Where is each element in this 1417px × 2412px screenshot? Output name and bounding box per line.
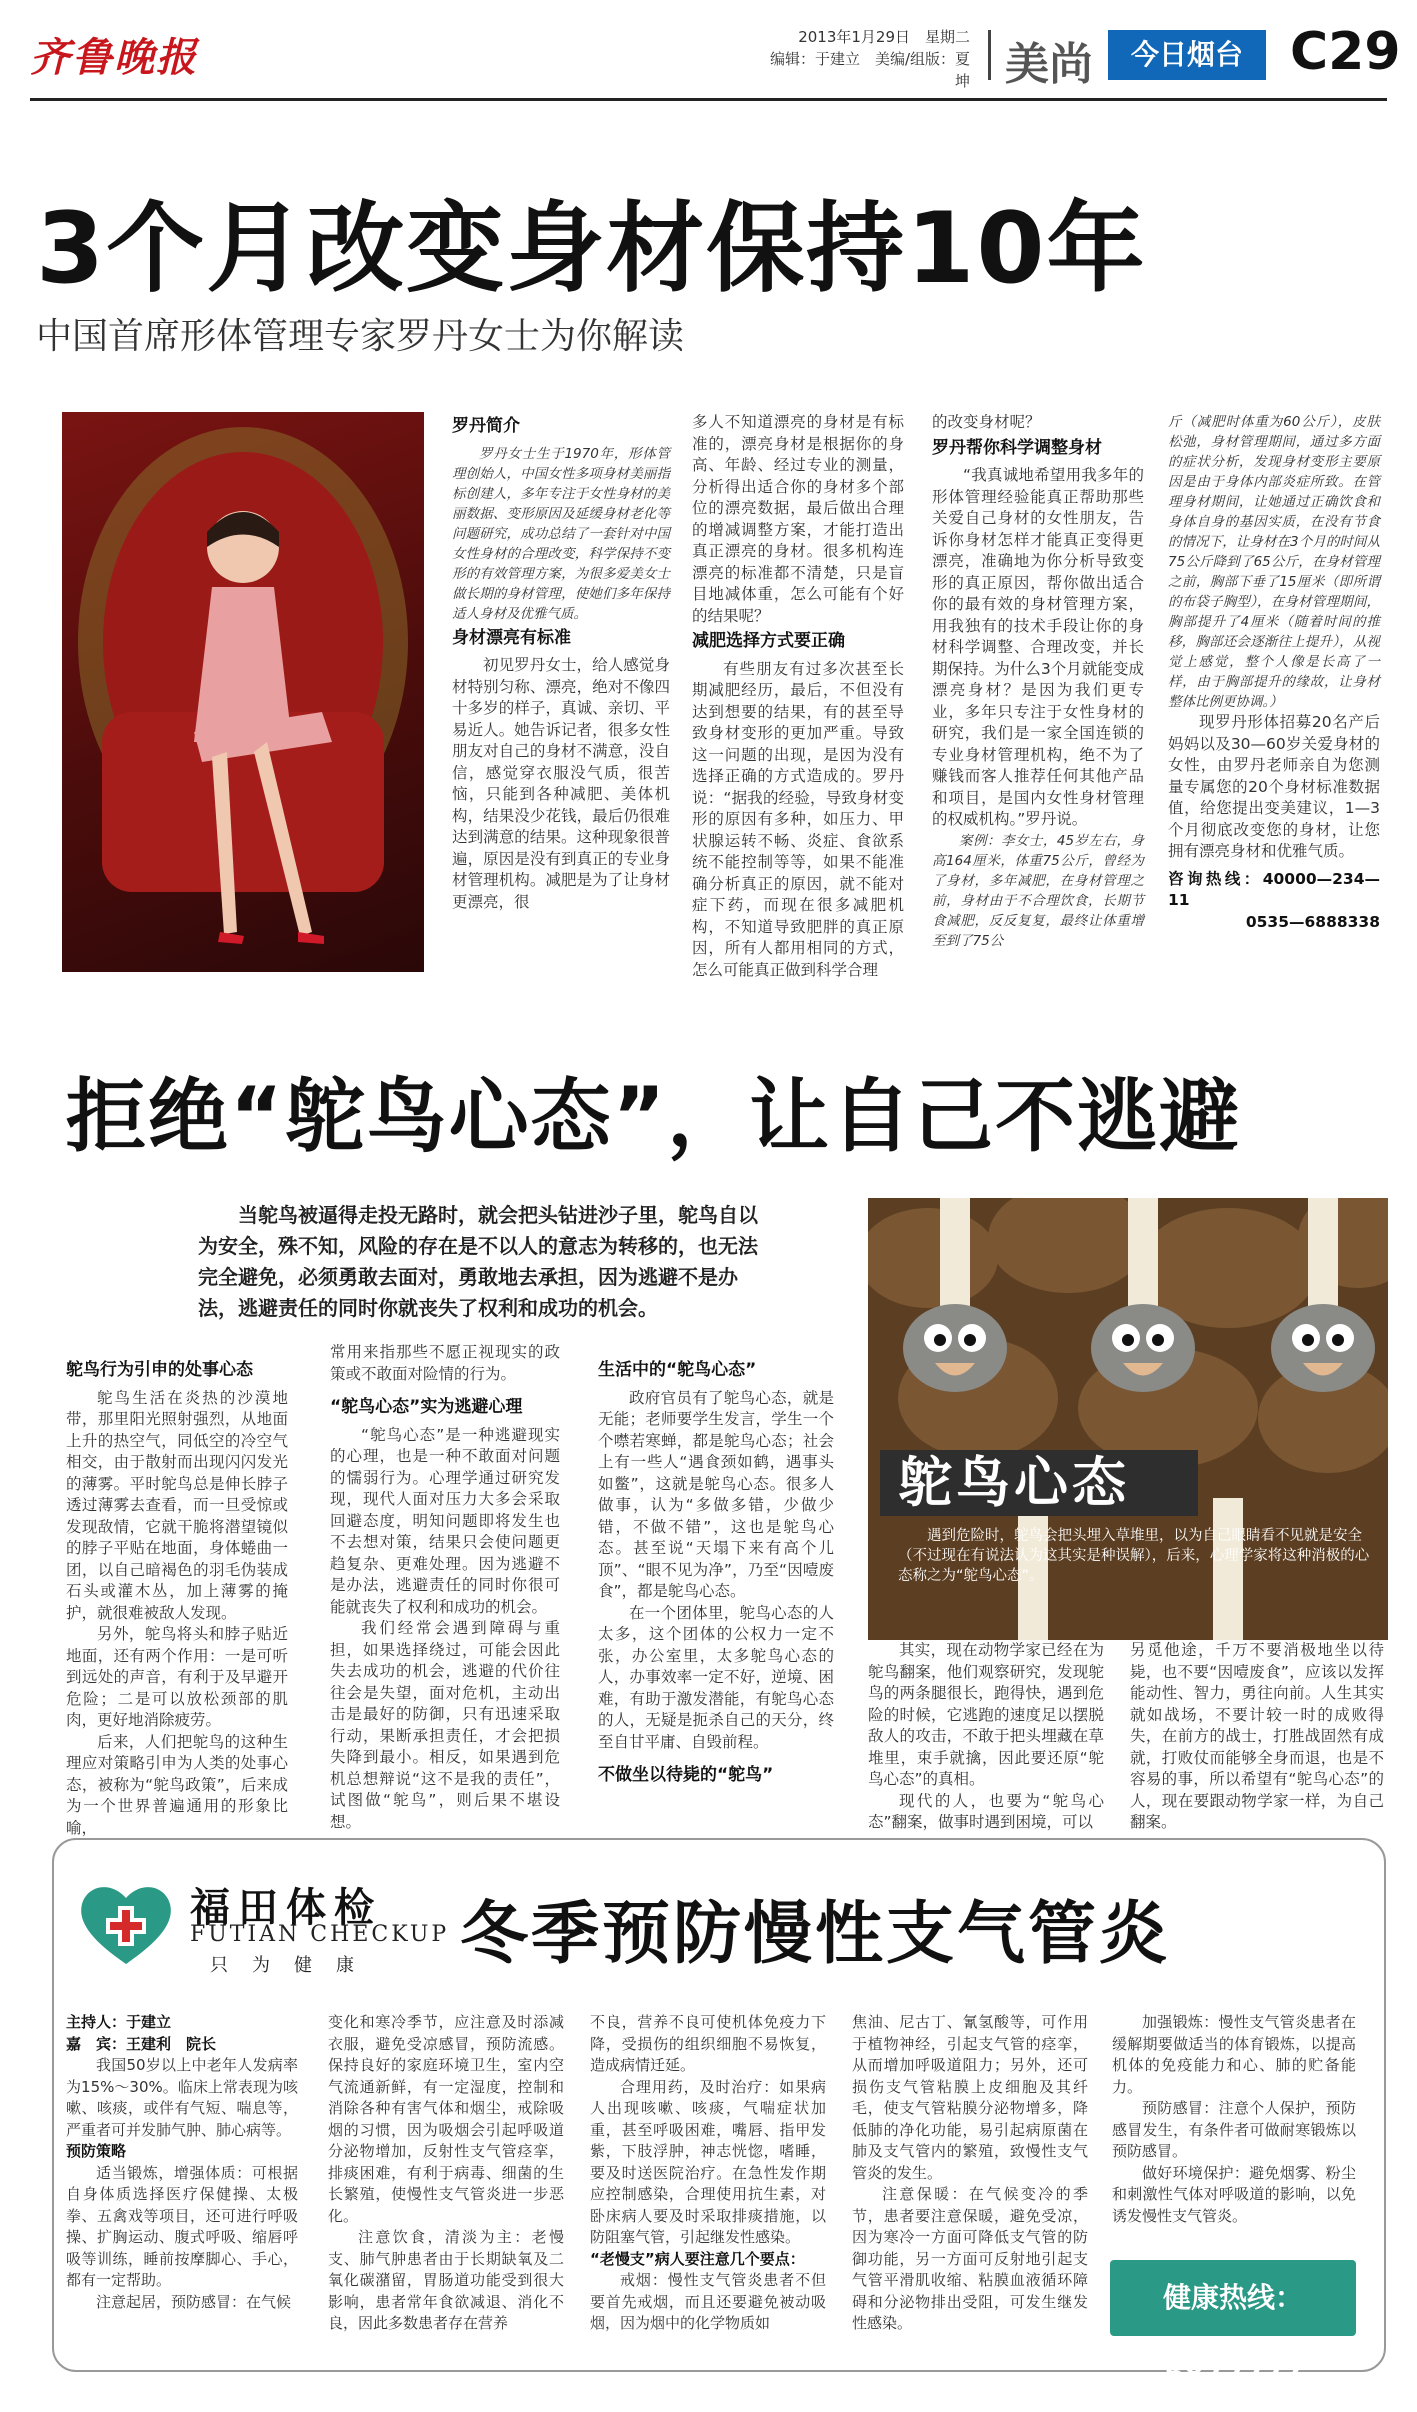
ad-col2 bbox=[328, 2012, 564, 2335]
issue-meta bbox=[760, 26, 970, 92]
paragraph: 合理用药，及时治疗：如果病人出现咳嗽、咳痰，气喘症状加重，甚至呼吸困难，嘴唇、指甲发紫，下肢浮肿，神志恍惚，嗜睡，要及时送医院治疗。在急性发作期应控制感染，合理使用抗生素，对卧床病人要及时采取排痰措施，以防阻塞气管，引起继发性感染。 bbox=[590, 2077, 826, 2246]
paragraph: 注意保暖：在气候变冷的季节，患者要注意保暖，避免受凉，因为寒冷一方面可降低支气管的防御功能，另一方面可反射地引起支气管平滑肌收缩、粘膜血液循环障碍和分泌物排出受阻，可发生继发性感染。 bbox=[852, 2185, 1088, 2332]
brand-name-cn: 福田体检 bbox=[190, 1885, 382, 1931]
header-divider bbox=[988, 30, 991, 80]
header-rule bbox=[30, 98, 1387, 101]
article2-col5 bbox=[1130, 1640, 1384, 1834]
masthead-logo: 齐鲁晚报 bbox=[30, 34, 198, 81]
portrait-illustration bbox=[62, 412, 424, 972]
paragraph: 不良，营养不良可使机体免疫力下降，受损伤的组织细胞不易恢复，造成病情迁延。 bbox=[590, 2013, 826, 2074]
paragraph: 变化和寒冷季节，应注意及时添减衣服，避免受凉感冒，预防流感。保持良好的家庭环境卫生，室内空气流通新鲜，有一定湿度，控制和消除各种有害气体和烟尘，戒除吸烟的习惯，因为吸烟会引起呼吸道分泌物增加，反射性支气管痉挛，排痰困难，有利于病毒、细菌的生长繁殖，使慢性支气管炎进一步恶化。 bbox=[328, 2013, 564, 2225]
edition-badge: 今日烟台 bbox=[1108, 30, 1266, 80]
subhead-escape: “鸵鸟心态”实为逃避心理 bbox=[330, 1397, 523, 1417]
article1-col2 bbox=[692, 412, 904, 981]
paragraph: 戒烟：慢性支气管炎患者不但要首先戒烟，而且还要避免被动吸烟，因为烟中的化学物质如 bbox=[590, 2271, 826, 2332]
brand-name-en: FUTIAN CHECKUP bbox=[190, 1922, 450, 1947]
case-paragraph-cont: 斤（减肥时体重为60公斤），皮肤松弛，身材管理期间，通过多方面的症状分析，发现身材变形主要原因是由于身体内部炎症所致。在管理身材期间，让她通过正确饮食和身体自身的基因实质，在没有节食的情况下，让身材在3个月的时间从75公斤降到了65公斤，在身材管理之前，胸部下垂了15厘米（即所谓的布袋子胸型），在身材管理期间，胸部提升了4厘米（随着时间的推移，胸部还会逐渐往上提升），从视觉上感觉，整个人像是长高了一样，由于胸部提升的缘故，让身材整体比例更协调。） bbox=[1168, 414, 1380, 710]
editors-line: 编辑：于建立 美编/组版：夏坤 bbox=[769, 50, 970, 90]
ad-col4 bbox=[852, 2012, 1088, 2335]
guest-line: 嘉 宾：王建利 院长 bbox=[66, 2034, 217, 2053]
subhead-help: 罗丹帮你科学调整身材 bbox=[932, 437, 1102, 458]
paragraph: 注意饮食，清淡为主：老慢支、肺气肿患者由于长期缺氧及二氧化碳潴留，胃肠道功能受到很大影响，患者常年食欲减退、消化不良，因此多数患者存在营养 bbox=[328, 2228, 564, 2332]
article2-lead: 当鸵鸟被逼得走投无路时，就会把头钻进沙子里，鸵鸟自以为安全，殊不知，风险的存在是不以人的意志为转移的，也无法完全避免，必须勇敢去面对，勇敢地去承担，因为逃避不是办法，逃避责任的同时你就丧失了权利和成功的机会。 bbox=[198, 1203, 758, 1320]
subhead-behavior: 鸵鸟行为引申的处事心态 bbox=[66, 1360, 253, 1380]
paragraph: 做好环境保护：避免烟雾、粉尘和刺激性气体对呼吸道的影响，以免诱发慢性支气管炎。 bbox=[1112, 2163, 1356, 2225]
article1-col3 bbox=[932, 412, 1144, 951]
article2-headline: 拒绝“鸵鸟心态”，让自己不逃避 bbox=[66, 1070, 1242, 1163]
ostrich-image-title: 鸵鸟心态 bbox=[880, 1450, 1198, 1516]
subhead-life: 生活中的“鸵鸟心态” bbox=[598, 1360, 757, 1380]
host-line: 主持人：于建立 bbox=[66, 2013, 172, 2031]
section-name: 美尚 bbox=[1005, 39, 1093, 90]
subhead-key-points: “老慢支”病人要注意几个要点： bbox=[590, 2249, 805, 2268]
article1-subheadline: 中国首席形体管理专家罗丹女士为你解读 bbox=[36, 316, 685, 357]
article2-col1 bbox=[66, 1356, 288, 1839]
paragraph: 焦油、尼古丁、氰氢酸等，可作用于植物神经，引起支气管的痉挛，从而增加呼吸道阻力；另外，还可损伤支气管粘膜上皮细胞及其纤毛，使支气管粘膜分泌物增多，降低肺的净化功能，易引起病原菌在肺及支气管内的繁殖，致慢性支气管炎的发生。 bbox=[852, 2013, 1088, 2182]
intro-paragraph: 罗丹女士生于1970年，形体管理创始人，中国女性多项身材美丽指标创建人，多年专注于女性身材的美丽数据、变形原因及延缓身材老化等问题研究，成功总结了一套针对中国女性身材的合理改变，科学保持不变形的有效管理方案，为很多爱美女士做长期的身材管理，使她们多年保持适人身材及优雅气质。 bbox=[452, 445, 670, 622]
consult-hotline bbox=[1168, 869, 1380, 912]
case-paragraph: 案例：李女士，45岁左右，身高164厘米，体重75公斤，曾经为了身材，多年减肥，在身材管理之前，身材由于不合理饮食，长期节食减肥，反反复复，最终让体重增至到了75公 bbox=[932, 832, 1144, 949]
subhead-method: 减肥选择方式要正确 bbox=[692, 631, 845, 651]
article1-col4 bbox=[1168, 412, 1380, 933]
paragraph: 适当锻炼，增强体质：可根据自身体质选择医疗保健操、太极拳、五禽戏等项目，还可进行呼吸操、扩胸运动、腹式呼吸、缩唇呼吸等训练，睡前按摩脚心、手心，都有一定帮助。 bbox=[66, 2163, 298, 2289]
paragraph: 有些朋友有过多次甚至长期减肥经历，最后，不但没有达到想要的结果，有的甚至导致身材变形的更加严重。导致这一问题的出现，是因为没有选择正确的方式造成的。罗丹说：“据我的经验，导致身材变形的原因有多种，如压力、甲状腺运转不畅、炎症、食欲系统不能控制等等，如果不能准确分析真正的原因，就不能对症下药，而现在很多减肥机构，不知道导致肥胖的真正原因，所有人都用相同的方式，怎么可能真正做到科学合理 bbox=[692, 659, 904, 979]
recruit-paragraph: 现罗丹形体招募20名产后妈妈以及30—60岁关爱身材的女性，由罗丹老师亲自为您测量专属您的20个身材标准数据值，给您提出变美建议，1—3个月彻底改变您的身材，让您拥有漂亮身材和优雅气质。 bbox=[1168, 713, 1380, 860]
article2-col2 bbox=[330, 1342, 560, 1833]
subhead-dont-wait: 不做坐以待毙的“鸵鸟” bbox=[598, 1765, 774, 1785]
paragraph: 常用来指那些不愿正视现实的政策或不敢面对险情的行为。 bbox=[330, 1343, 560, 1383]
paragraph: 现代的人，也要为“鸵鸟心态”翻案，做事时遇到困境，可以 bbox=[868, 1791, 1104, 1831]
hotline-number-1: 40000—234—11 bbox=[1168, 869, 1380, 909]
paragraph: 预防感冒：注意个人保护，预防感冒发生，有条件者可做耐寒锻炼以预防感冒。 bbox=[1112, 2099, 1356, 2160]
futian-logo bbox=[78, 1880, 174, 1968]
paragraph: 加强锻炼：慢性支气管炎患者在缓解期要做适当的体育锻炼，以提高机体的免疫能力和心、肺的贮备能力。 bbox=[1112, 2013, 1356, 2096]
paragraph: “我真诚地希望用我多年的形体管理经验能真正帮助那些关爱自己身材的女性朋友，告诉你身材怎样才能真正变得更漂亮，准确地为你分析导致变形的真正原因，帮你做出适合你的最有效的身材管理方案，用我独有的技术手段让你的身材科学调整、合理改变，并长期保持。为什么3个月就能变成漂亮身材？是因为我们更专业，多年只专注于女性身材的研究，我们是一家全国连锁的专业身材管理机构，绝不为了赚钱而客人推荐任何其他产品和项目，是国内女性身材管理的权威机构。”罗丹说。 bbox=[932, 466, 1144, 828]
subhead-prevention: 预防策略 bbox=[66, 2142, 127, 2160]
ad-col1 bbox=[66, 2012, 298, 2313]
heart-cross-icon bbox=[78, 1880, 174, 1968]
article1-col1 bbox=[452, 412, 670, 913]
paragraph: 我国50岁以上中老年人发病率为15%～30%。临床上常表现为咳嗽、咳痰，或伴有气短、喘息等，严重者可并发肺气肿、肺心病等。 bbox=[66, 2056, 298, 2139]
ad-col5 bbox=[1112, 2012, 1356, 2227]
article2-col4 bbox=[868, 1640, 1104, 1834]
brand-slogan: 只为健康 bbox=[210, 1955, 378, 1976]
paragraph: 初见罗丹女士，给人感觉身材特别匀称、漂亮，绝对不像四十多岁的样子，真诚、亲切、平易近人。她告诉记者，很多女性朋友对自己的身材不满意，没自信，感觉穿衣服没气质，很苦恼，只能到各种减肥、美体机构，结果没少花钱，最后仍很难达到满意的结果。这种现象很普遍，原因是没有到真正的专业身材管理机构。减肥是为了让身材更漂亮，很 bbox=[452, 656, 670, 911]
page-number: C29 bbox=[1290, 22, 1401, 82]
subhead-intro: 罗丹简介 bbox=[452, 416, 520, 436]
issue-date: 2013年1月29日 星期二 bbox=[798, 28, 970, 46]
hotline-label: 咨询热线： bbox=[1168, 869, 1263, 888]
ad-headline: 冬季预防慢性支气管炎 bbox=[460, 1895, 1171, 1974]
portrait-photo bbox=[62, 412, 424, 972]
paragraph: 其实，现在动物学家已经在为鸵鸟翻案，他们观察研究，发现鸵鸟的两条腿很长，跑得快，遇到危险的时候，它逃跑的速度足以摆脱敌人的攻击，不敢于把头埋藏在草堆里，束手就擒，因此要还原“鸵鸟心态”的真相。 bbox=[868, 1641, 1104, 1788]
paragraph: 另外，鸵鸟将头和脖子贴近地面，还有两个作用：一是可听到远处的声音，有利于及早避开危险；二是可以放松颈部的肌肉，更好地消除疲劳。 bbox=[66, 1625, 288, 1729]
ad-col3 bbox=[590, 2012, 826, 2335]
subhead-beauty-standard: 身材漂亮有标准 bbox=[452, 627, 571, 648]
paragraph: “鸵鸟心态”是一种逃避现实的心理，也是一种不敢面对问题的懦弱行为。心理学通过研究发现，现代人面对压力大多会采取回避态度，明知问题即将发生也不去想对策，结果只会使问题更趋复杂、更难处理。因为逃避不是办法，逃避责任的同时你很可能就丧失了权利和成功的机会。 bbox=[330, 1425, 560, 1616]
article1-headline: 3个月改变身材保持10年 bbox=[36, 192, 1147, 306]
paragraph: 后来，人们把鸵鸟的这种生理应对策略引申为人类的处事心态，被称为“鸵鸟政策”，后来成为一个世界普遍通用的形象比喻， bbox=[66, 1732, 288, 1837]
paragraph: 政府官员有了鸵鸟心态，就是无能；老师要学生发言，学生一个个噤若寒蝉，都是鸵鸟心态；社会上有一些人“遇食颈如鹤，遇事头如鳖”，这就是鸵鸟心态。很多人做事，认为“多做多错，少做少错，不做不错”，这也是鸵鸟心态。甚至说“天塌下来有高个儿顶”、“眼不见为净”，乃至“因噎废食”，都是鸵鸟心态。 bbox=[598, 1388, 834, 1600]
health-hotline-badge: 健康热线：6872222 bbox=[1110, 2260, 1356, 2336]
article2-col3 bbox=[598, 1356, 834, 1793]
paragraph: 的改变身材呢？ bbox=[932, 413, 1041, 431]
paragraph: 另觅他途，千万不要消极地坐以待毙，也不要“因噎废食”，应该以发挥能动性、智力，勇往向前。人生其实就如战场，不要计较一时的成败得失，在前方的战士，打胜战固然有成就，打败仗而能够全身而退，也是不容易的事，所以希望有“鸵鸟心态”的人，现在要跟动物学家一样，为自己翻案。 bbox=[1130, 1641, 1384, 1831]
paragraph: 多人不知道漂亮的身材是有标准的，漂亮身材是根据你的身高、年龄、经过专业的测量，分析得出适合你的身材多个部位的漂亮数据，最后做出合理的增减调整方案，才能打造出真正漂亮的身材。很多机构连漂亮的标准都不清楚，只是盲目地减体重，怎么可能有个好的结果呢？ bbox=[692, 413, 904, 625]
paragraph: 在一个团体里，鸵鸟心态的人太多，这个团体的公权力一定不张，办公室里，太多鸵鸟心态的人，办事效率一定不好，逆境、困难，有助于激发潜能，有鸵鸟心态的人，无疑是扼杀自己的天分，终至自甘平庸、自毁前程。 bbox=[598, 1603, 834, 1751]
hotline-number-2: 0535—6888338 bbox=[1245, 912, 1380, 931]
paragraph: 注意起居，预防感冒：在气候 bbox=[96, 2292, 292, 2311]
paragraph: 鸵鸟生活在炎热的沙漠地带，那里阳光照射强烈，从地面上升的热空气，同低空的冷空气相交，由于散射而出现闪闪发光的薄雾。平时鸵鸟总是伸长脖子透过薄雾去查看，而一旦受惊或发现敌情，它就干脆将潜望镜似的脖子平贴在地面，身体蜷曲一团，以自己暗褐色的羽毛伪装成石头或灌木丛，加上薄雾的掩护，就很难被敌人发现。 bbox=[66, 1388, 288, 1622]
ostrich-image-caption: 遇到危险时，鸵鸟会把头埋入草堆里，以为自己眼睛看不见就是安全（不过现在有说法认为这其实是种误解），后来，心理学家将这种消极的心态称之为“鸵鸟心态”。 bbox=[898, 1528, 1370, 1584]
paragraph: 我们经常会遇到障碍与重担，如果选择绕过，可能会因此失去成功的机会，逃避的代价往往会是失望，面对危机，主动出击是最好的防御，只有迅速采取行动，果断承担责任，才会把损失降到最小。相反，如果遇到危机总想辩说“这不是我的责任”，试图做“鸵鸟”，则后果不堪设想。 bbox=[330, 1619, 560, 1831]
